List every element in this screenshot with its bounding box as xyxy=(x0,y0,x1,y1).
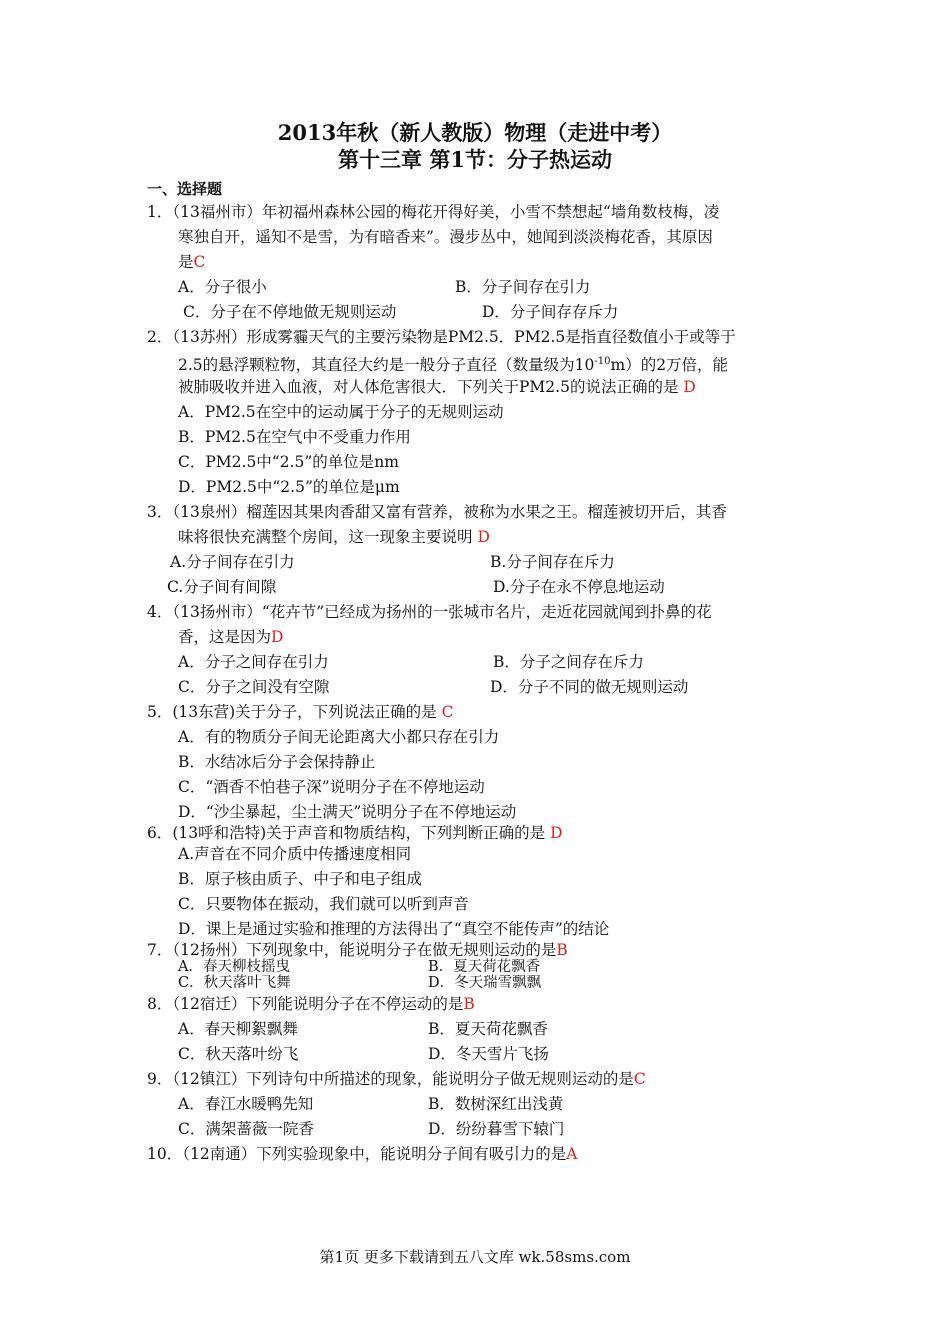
q5-option-a: A．有的物质分子间无论距离大小都只存在引力 xyxy=(178,728,500,746)
q8-option-a: A．春天柳絮飘舞 xyxy=(178,1020,298,1038)
q4-option-d: D．分子不同的做无规则运动 xyxy=(490,678,689,696)
section-heading: 一、选择题 xyxy=(147,180,223,198)
q2-option-d: D．PM2.5中“2.5”的单位是μm xyxy=(178,478,400,496)
q9-option-d: D．纷纷暮雪下辕门 xyxy=(428,1120,565,1138)
q3-option-c: C.分子间有间隙 xyxy=(167,578,277,596)
q2-stem-line2: 2.5的悬浮颗粒物，其直径大约是一般分子直径（数量级为$10^{-10}m$）的2万倍，能 xyxy=(178,356,729,375)
q4-stem-line1: 4．（13扬州市）“花卉节”已经成为扬州的一张城市名片，走近花园就闻到扑鼻的花 xyxy=(147,603,712,621)
q10-answer: A xyxy=(566,1145,578,1163)
q9-stem: 9．（12镇江）下列诗句中所描述的现象，能说明分子做无规则运动的是C xyxy=(147,1070,646,1088)
q8-option-c: C．秋天落叶纷飞 xyxy=(178,1045,299,1063)
q4-option-b: B．分子之间存在斥力 xyxy=(493,653,644,671)
q5-option-c: C．“酒香不怕巷子深”说明分子在不停地运动 xyxy=(178,778,485,796)
q1-answer: C xyxy=(193,253,206,271)
q2-exponent: -10 xyxy=(594,356,611,367)
q8-option-d: D．冬天雪片飞扬 xyxy=(428,1045,549,1063)
q7-option-b: B．夏天荷花飘香 xyxy=(428,959,541,975)
q2-option-b: B．PM2.5在空气中不受重力作用 xyxy=(178,428,411,446)
q3-option-b: B.分子间存在斥力 xyxy=(490,553,615,571)
q1-option-b: B．分子间存在引力 xyxy=(455,278,591,296)
q7-option-c: C．秋天落叶飞舞 xyxy=(178,975,291,991)
q6-answer: D xyxy=(550,824,563,842)
q9-option-a: A．春江水暖鸭先知 xyxy=(178,1095,314,1113)
q3-stem-line2: 味将很快充满整个房间，这一现象主要说明 D xyxy=(178,528,490,546)
page-footer: 第1页 更多下载请到五八文库 wk.58sms.com xyxy=(319,1248,631,1266)
q9-option-c: C．满架蔷薇一院香 xyxy=(178,1120,314,1138)
q4-answer: D xyxy=(271,628,284,646)
q8-answer: B xyxy=(463,995,475,1013)
q4-stem-line2: 香，这是因为D xyxy=(178,628,284,646)
q10-stem: 10．（12南通）下列实验现象中，能说明分子间有吸引力的是A xyxy=(147,1145,578,1163)
q4-option-c: C．分子之间没有空隙 xyxy=(178,678,330,696)
q1-option-a: A．分子很小 xyxy=(178,278,267,296)
q6-option-c: C．只要物体在振动，我们就可以听到声音 xyxy=(178,895,469,913)
q5-answer: C xyxy=(441,703,454,721)
q9-answer: C xyxy=(633,1070,646,1088)
q7-option-d: D．冬天瑞雪飘飘 xyxy=(428,975,542,991)
q7-option-a: A．春天柳枝摇曳 xyxy=(178,959,290,975)
doc-title-line2: 第十三章 第1节：分子热运动 xyxy=(338,147,612,172)
q4-option-a: A．分子之间存在引力 xyxy=(178,653,329,671)
q1-option-d: D．分子间存存斥力 xyxy=(482,303,619,321)
q5-option-b: B．水结冰后分子会保持静止 xyxy=(178,753,376,771)
q3-answer: D xyxy=(477,528,490,546)
q8-stem: 8．（12宿迁）下列能说明分子在不停运动的是B xyxy=(147,995,475,1013)
q7-answer: B xyxy=(556,941,568,959)
q6-option-d: D．课上是通过实验和推理的方法得出了“真空不能传声”的结论 xyxy=(178,920,610,938)
q9-option-b: B．数树深红出浅黄 xyxy=(428,1095,564,1113)
q7-stem: 7．（12扬州）下列现象中，能说明分子在做无规则运动的是B xyxy=(147,941,568,959)
doc-title-line1: 2013年秋（新人教版）物理（走进中考） xyxy=(277,120,673,145)
q1-option-c: C．分子在不停地做无规则运动 xyxy=(183,303,397,321)
q1-stem-line1: 1．（13福州市）年初福州森林公园的梅花开得好美，小雪不禁想起“墙角数枝梅，凌 xyxy=(147,203,720,221)
q2-stem-line1: 2．（13苏州）形成雾霾天气的主要污染物是PM2.5．PM2.5是指直径数值小于或等于 xyxy=(147,328,736,346)
q3-option-a: A.分子间存在引力 xyxy=(170,553,295,571)
q8-option-b: B．夏天荷花飘香 xyxy=(428,1020,548,1038)
q5-option-d: D．“沙尘暴起，尘土满天”说明分子在不停地运动 xyxy=(178,803,517,821)
q6-stem: 6．(13呼和浩特)关于声音和物质结构，下列判断正确的是 D xyxy=(147,824,563,842)
q2-stem-line3: 被肺吸收并进入血液，对人体危害很大．下列关于PM2.5的说法正确的是 D xyxy=(178,378,696,396)
q2-option-c: C．PM2.5中“2.5”的单位是nm xyxy=(178,453,399,471)
q1-stem-line3: 是C xyxy=(178,253,206,271)
q3-stem-line1: 3．（13泉州）榴莲因其果肉香甜又富有营养，被称为水果之王。榴莲被切开后，其香 xyxy=(147,503,727,521)
q5-stem: 5．(13东营)关于分子，下列说法正确的是 C xyxy=(147,703,454,721)
q2-answer: D xyxy=(683,378,696,396)
q2-option-a: A．PM2.5在空中的运动属于分子的无规则运动 xyxy=(178,403,504,421)
q6-option-a: A.声音在不同介质中传播速度相同 xyxy=(178,845,412,863)
q3-option-d: D.分子在永不停息地运动 xyxy=(493,578,665,596)
q6-option-b: B．原子核由质子、中子和电子组成 xyxy=(178,870,422,888)
q1-stem-line2: 寒独自开，遥知不是雪，为有暗香来”。漫步丛中，她闻到淡淡梅花香，其原因 xyxy=(178,228,713,246)
